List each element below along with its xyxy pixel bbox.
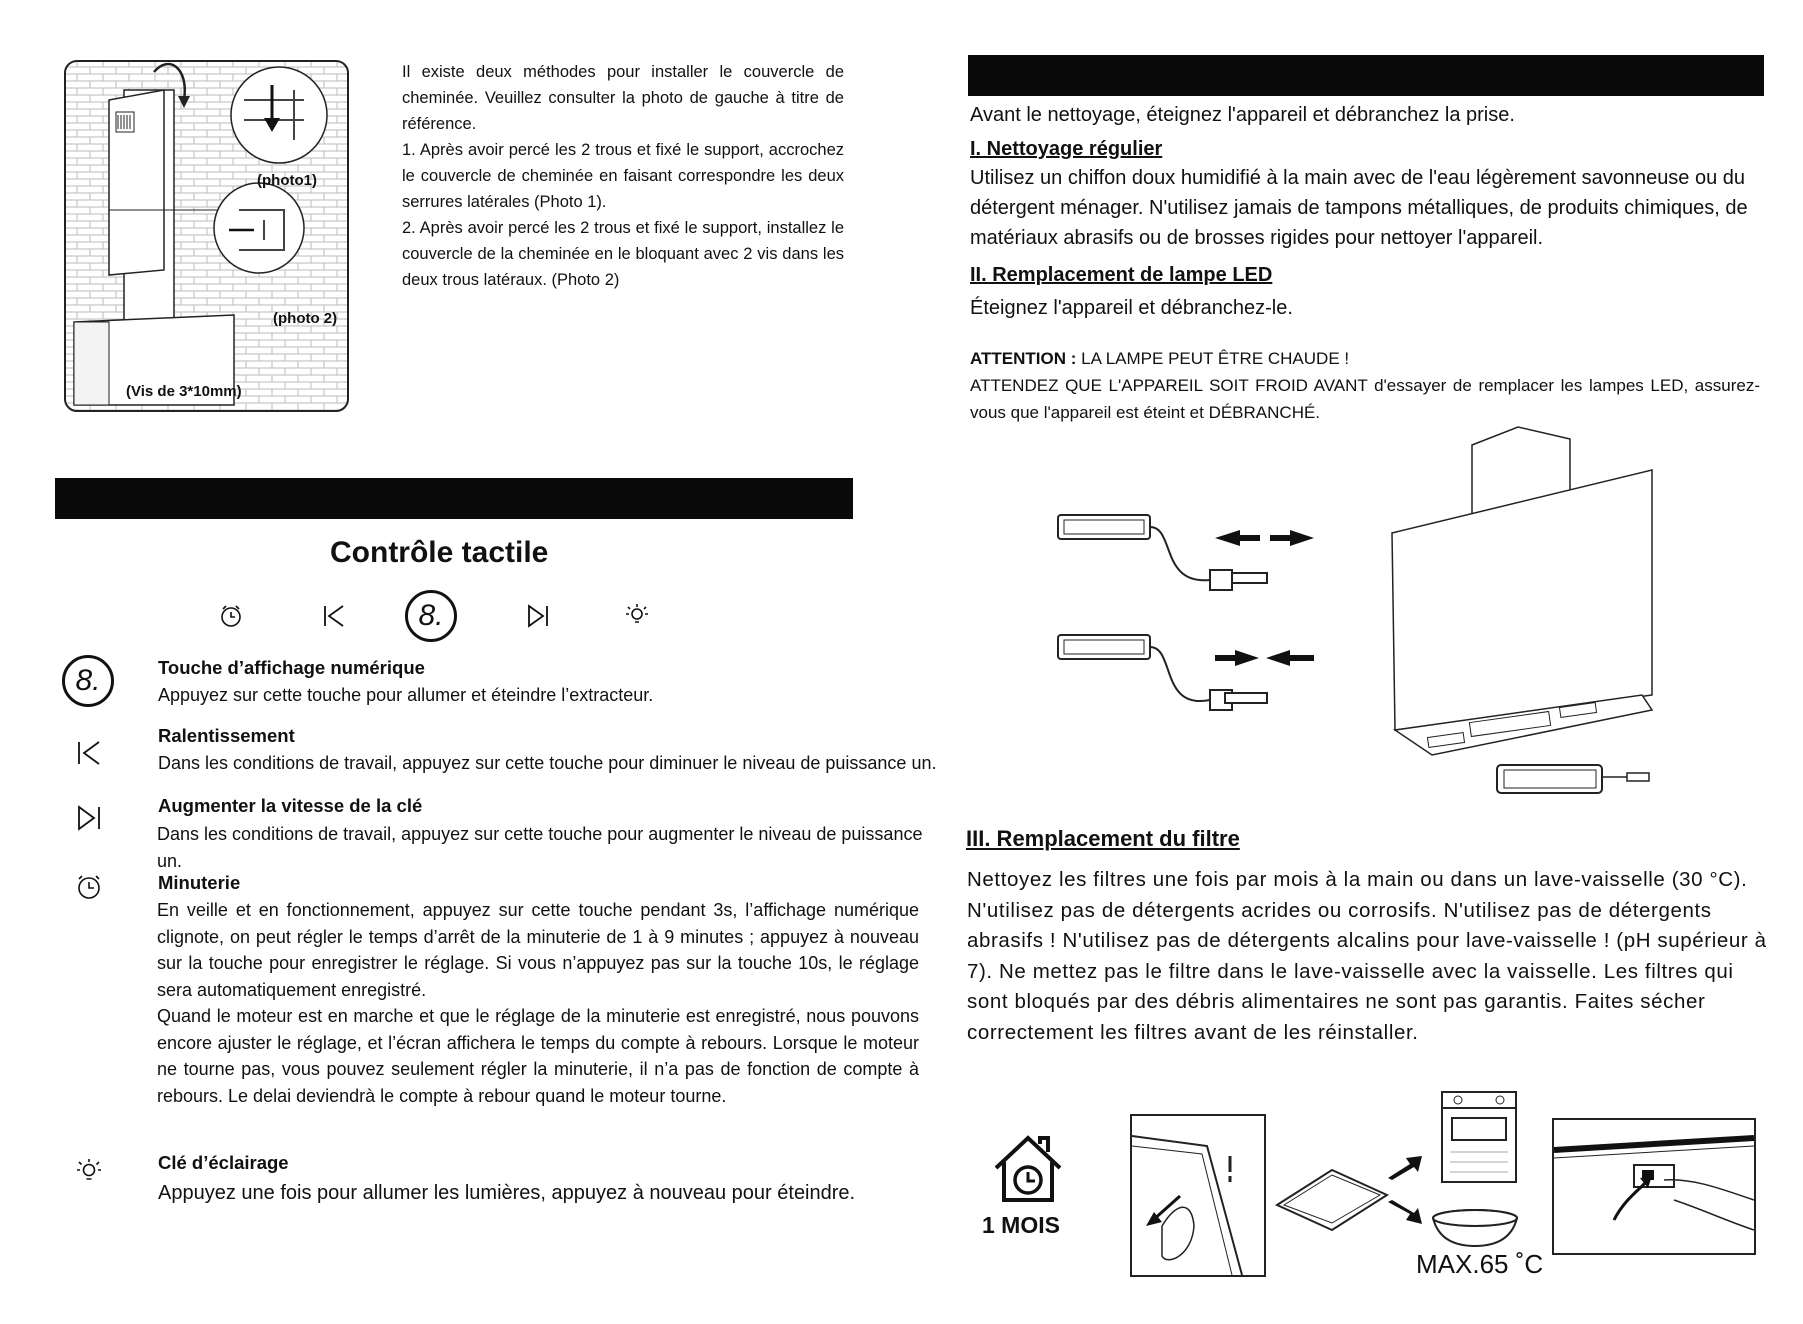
caption-photo2: (photo 2) xyxy=(273,310,338,327)
cleaning-s2-text: Éteignez l'appareil et débranchez-le. xyxy=(970,297,1293,319)
slow-down-icon xyxy=(75,739,103,767)
arrow-to-basin xyxy=(1388,1200,1424,1233)
cleaning-s1-title: I. Nettoyage régulier xyxy=(970,138,1163,160)
caption-screw: (Vis de 3*10mm) xyxy=(126,383,242,400)
section-header-bar-right xyxy=(968,55,1764,96)
max-temp-label: MAX.65 ˚C xyxy=(1416,1249,1544,1279)
control-text-timer-2: Quand le moteur est en marche et que le réglage de la minuterie est enregistré, nous pouvons encore ajuster le réglage, et l’écran affichera le temps du compte à rebours. Lorsque le moteur ne tourne pas, vous pouvez seulement régler la minuterie, il n’a pas de fonction de compte à rebours. Le delai deviendrà le compte à rebour quand le moteur tourne. xyxy=(157,1006,919,1106)
chimney-install-illustration xyxy=(64,60,349,412)
section-header-bar-left xyxy=(55,478,853,519)
control-text-display: Appuyez sur cette touche pour allumer et éteindre l’extracteur. xyxy=(158,685,654,705)
install-text-block xyxy=(402,59,844,293)
control-title-speed: Augmenter la vitesse de la clé xyxy=(158,795,423,816)
dishwasher-illustration xyxy=(1440,1090,1518,1190)
display-key-glyph: 8. xyxy=(75,664,101,697)
basin-illustration xyxy=(1430,1208,1520,1253)
cleaning-s3-text: Nettoyez les filtres une fois par mois à la main ou dans un lave-vaisselle (30 °C). N'utilisez pas de détergents acrides ou corrosifs. N'utilisez pas de détergents abrasifs ! N'utilisez pas de détergents alcalins pour lave-vaisselle ! (pH supérieur à 7). Ne mettez pas le filtre dans le lave-vaisselle avec la vaisselle. Les filtres qui sont bloqués par des débris alimentaires ne sont pas garantis. Faites sécher correctement les filtres avant de les réinstaller. xyxy=(967,868,1767,1044)
cleaning-intro: Avant le nettoyage, éteignez l'appareil et débranchez la prise. xyxy=(970,104,1515,126)
panel-slow-down-icon xyxy=(321,603,347,629)
install-intro: Il existe deux méthodes pour installer le couvercle de cheminée. Veuillez consulter la photo de gauche à titre de référence. xyxy=(402,63,844,133)
control-text-slow: Dans les conditions de travail, appuyez sur cette touche pour diminuer le niveau de puissance un. xyxy=(158,753,937,773)
panel-digital-display-icon xyxy=(405,590,457,642)
install-step1: 1. Après avoir percé les 2 trous et fixé le support, accrochez le couvercle de cheminée en faisant correspondre les deux serrures latérales (Photo 1). xyxy=(402,141,844,211)
control-title-timer: Minuterie xyxy=(158,872,241,893)
control-text-speed: Dans les conditions de travail, appuyez sur cette touche pour augmenter le niveau de puissance un. xyxy=(157,824,923,871)
attention-label: ATTENTION : xyxy=(970,349,1077,368)
house-clock-icon xyxy=(988,1132,1068,1204)
cleaning-s1-text: Utilisez un chiffon doux humidifié à la main avec de l'eau légèrement savonneuse ou du détergent ménager. N'utilisez jamais de tampons métalliques, de produits chimiques, de matériaux abrasifs ou de brosses rigides pour nettoyer l'appareil. xyxy=(970,167,1748,249)
attention-text: ATTENDEZ QUE L'APPAREIL SOIT FROID AVANT d'essayer de remplacer les lampes LED, assurez-vous que l'appareil est éteint et DÉBRANCHÉ. xyxy=(970,376,1760,422)
timer-icon xyxy=(75,873,103,901)
control-text-light: Appuyez une fois pour allumer les lumières, appuyez à nouveau pour éteindre. xyxy=(158,1182,856,1204)
display-key-icon xyxy=(62,655,114,707)
filter-panel-illustration xyxy=(1272,1165,1392,1240)
control-text-timer-1: En veille et en fonctionnement, appuyez sur cette touche pendant 3s, l’affichage numérique clignote, on peut régler le temps d’arrêt de la minuterie de 1 à 9 minutes ; appuyez à nouveau sur la touche pour enregistrer le réglage. Si vous n’appuyez pas sur la touche 10s, le réglage sera automatiquement enregistré. xyxy=(157,900,919,1000)
control-title-slow: Ralentissement xyxy=(158,725,295,746)
attention-block xyxy=(970,345,1760,426)
panel-timer-icon xyxy=(218,603,244,629)
month-label: 1 MOIS xyxy=(982,1212,1060,1238)
control-title-display: Touche d’affichage numérique xyxy=(158,657,425,678)
control-text-timer xyxy=(157,897,919,1109)
control-title-light: Clé d’éclairage xyxy=(158,1152,289,1173)
install-step2: 2. Après avoir percé les 2 trous et fixé le support, installez le couvercle de la cheminée en le bloquant avec 2 vis dans les deux trous latéraux. (Photo 2) xyxy=(402,219,844,289)
light-icon xyxy=(75,1157,103,1185)
cleaning-s3-title: III. Remplacement du filtre xyxy=(966,826,1240,851)
filter-removal-illustration xyxy=(1130,1114,1266,1277)
arrow-to-dishwasher xyxy=(1388,1152,1424,1185)
panel-display-glyph: 8. xyxy=(418,599,444,632)
speed-up-icon xyxy=(75,804,103,832)
panel-light-icon xyxy=(624,602,650,628)
controls-title: Contrôle tactile xyxy=(330,536,549,569)
filter-clip-illustration xyxy=(1552,1118,1756,1255)
attention-head-text: LA LAMPE PEUT ÊTRE CHAUDE ! xyxy=(1076,349,1350,368)
cleaning-s2-title: II. Remplacement de lampe LED xyxy=(970,264,1273,286)
led-replacement-illustration xyxy=(1050,425,1660,800)
panel-speed-up-icon xyxy=(525,603,551,629)
attention-heading xyxy=(970,345,1760,372)
caption-photo1: (photo1) xyxy=(257,172,317,189)
